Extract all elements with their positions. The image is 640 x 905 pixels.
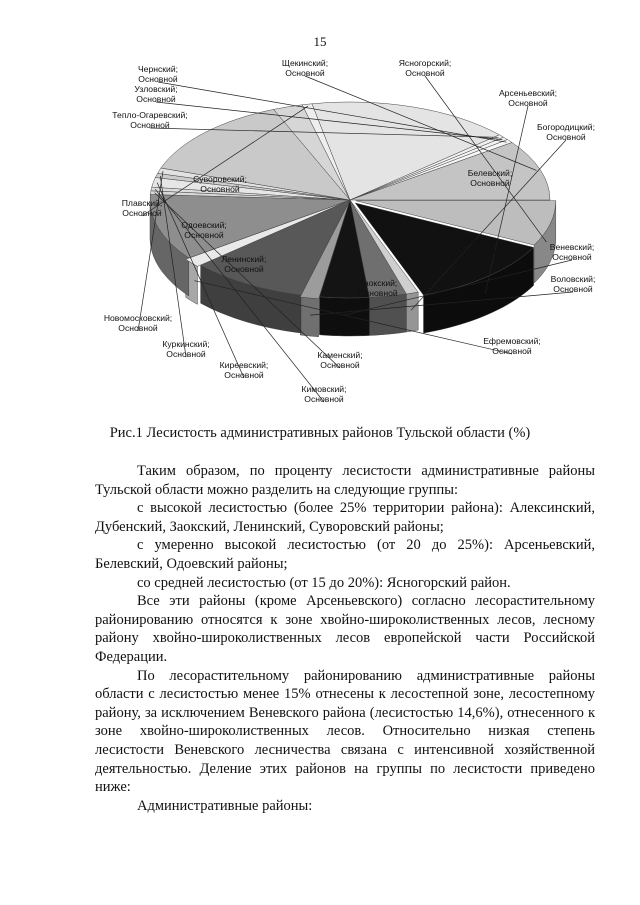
slice-label: Чернский; Основной xyxy=(137,64,179,84)
figure-caption: Рис.1 Лесистость административных районов Тульской области (%) xyxy=(109,425,531,441)
slice-label: Воловский; Основной xyxy=(550,274,596,294)
group-medium: со средней лесистостью (от 15 до 20%): Ясногорский район. xyxy=(137,574,511,591)
slice-inner-label: Заокский; Основной xyxy=(358,278,398,298)
paragraph-groups-intro: Таким образом, по проценту лесистости административные районы Тульской области можно разделить на следующие группы: xyxy=(95,463,595,498)
group-moderate: с умеренно высокой лесистостью (от 20 до 25%): Арсеньевский, Белевский, Одоевский районы; xyxy=(95,537,595,572)
slice-side xyxy=(369,294,406,336)
slice-label: Кимовский; Основной xyxy=(301,384,347,404)
slice-label: Узловский; Основной xyxy=(134,84,178,104)
slice-label: Веневский; Основной xyxy=(549,242,595,262)
slice-label: Куркинский; Основной xyxy=(162,339,210,359)
slice-label: Киреевский; Основной xyxy=(219,360,269,380)
slice-label: Ясногорский; Основной xyxy=(398,58,452,78)
slice-label: Арсеньевский; Основной xyxy=(498,88,558,108)
slice-inner-label: Дубенский; Основной xyxy=(453,236,499,256)
slice-inner-label: Одоевский; Основной xyxy=(181,220,227,240)
slice-side xyxy=(300,297,318,337)
slice-label: Ефремовский; Основной xyxy=(483,336,541,356)
slice-inner-label: Суворовский; Основной xyxy=(193,174,247,194)
slice-side xyxy=(319,297,369,336)
page-number: 15 xyxy=(313,34,327,49)
slice-label: Богородицкий; Основной xyxy=(537,122,595,142)
paragraph-forest-steppe: По лесорастительному районированию административные районы области с лесистостью менее 15% отнесены к лесостепной зоне, лесостепному району, за исключением Веневского района (лесистостью 14,6%), отнесенного к зоне хвойно-широколиственных лесов. Относительно низкая степень лесистости Веневского лесничества связана с интенсивной хозяйственной деятельностью. Деление этих районов на группы по лесистости приведено ниже: xyxy=(95,667,595,796)
slice-label: Щекинский; Основной xyxy=(281,58,329,78)
slice-inner-label: Белевский; Основной xyxy=(467,168,513,188)
slice-label: Каменский; Основной xyxy=(317,350,363,370)
slice-inner-label: Ленинский; Основной xyxy=(221,254,267,274)
paragraph-admin-districts: Административные районы: xyxy=(137,797,313,814)
group-high: с высокой лесистостью (более 25% территории района): Алексинский, Дубенский, Заокский, Ленинский, Суворовский районы; xyxy=(95,500,595,535)
slice-label: Тепло-Огаревский; Основной xyxy=(112,110,188,130)
slice-side xyxy=(406,292,418,332)
pie-top-layer xyxy=(150,102,556,299)
paragraph-zoning: Все эти районы (кроме Арсеньевского) согласно лесорастительному районированию относятся к зоне хвойно-широколиственных лесов, лесному району хвойно-широколиственных лесов европейской части Российской Федерации. xyxy=(95,593,595,665)
slice-label: Новомосковский; Основной xyxy=(103,313,173,333)
slice-label: Плавский; Основной xyxy=(121,198,163,218)
body-text xyxy=(95,462,595,815)
pie-chart xyxy=(0,0,640,420)
